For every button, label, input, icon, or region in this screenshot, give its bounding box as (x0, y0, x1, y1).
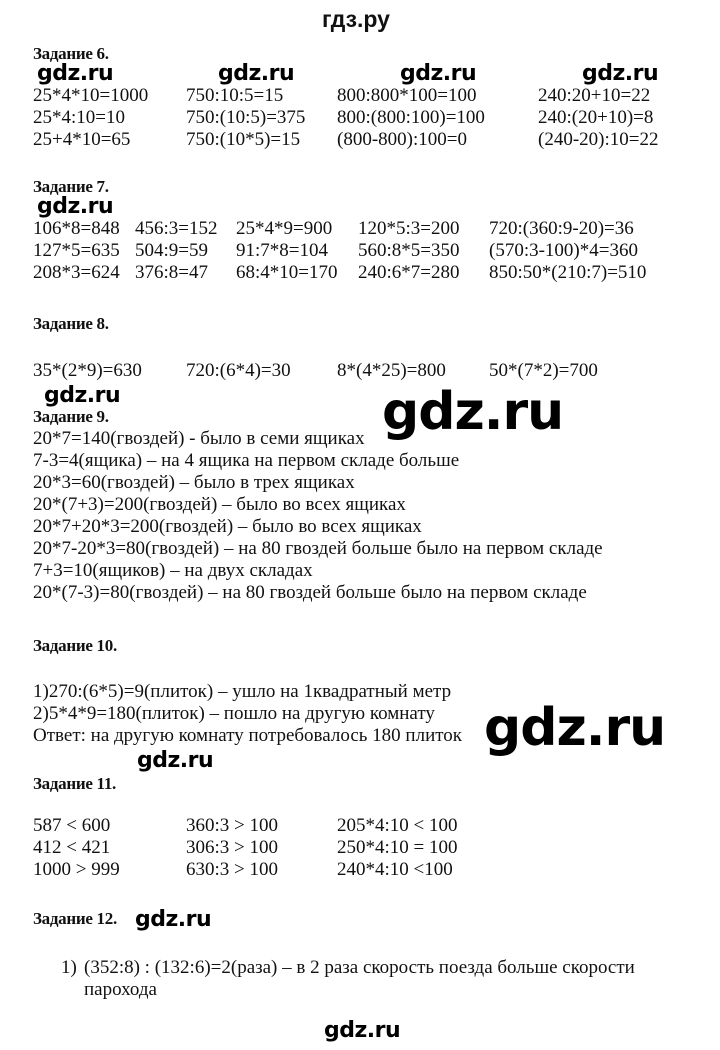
task-7-heading: Задание 7. (33, 177, 109, 196)
equation: 25+4*10=65 (33, 129, 131, 150)
solution-line: 7-3=4(ящика) – на 4 ящика на первом складе больше (33, 450, 460, 471)
footer-watermark: gdz.ru (324, 1018, 401, 1043)
solution-line: 20*(7+3)=200(гвоздей) – было во всех ящиках (33, 494, 406, 515)
watermark-large: gdz.ru (382, 382, 564, 442)
task-12-heading: Задание 12. (33, 909, 117, 928)
task-11-heading: Задание 11. (33, 774, 116, 793)
solution-line: 20*7+20*3=200(гвоздей) – было во всех ящиках (33, 516, 422, 537)
watermark: gdz.ru (44, 383, 121, 408)
equation: 240:20+10=22 (538, 85, 651, 106)
equation: 750:(10*5)=15 (186, 129, 301, 150)
equation: 25*4:10=10 (33, 107, 125, 128)
equation: 240:6*7=280 (358, 262, 460, 283)
comparison: 205*4:10 < 100 (337, 815, 458, 836)
task-8-heading: Задание 8. (33, 314, 109, 333)
equation: 376:8=47 (135, 262, 208, 283)
task-9-solution (33, 428, 603, 604)
comparison: 306:3 > 100 (186, 837, 278, 858)
equation: (240-20):10=22 (538, 129, 659, 150)
solution-line: 20*7=140(гвоздей) - было в семи ящиках (33, 428, 365, 449)
equation: 720:(360:9-20)=36 (489, 218, 634, 239)
task-6-column-2 (186, 85, 305, 151)
task-7-column-2 (135, 218, 218, 284)
task-10-solution (33, 681, 462, 747)
equation: 750:(10:5)=375 (186, 107, 306, 128)
equation: 750:10:5=15 (186, 85, 284, 106)
task-7-column-1 (33, 218, 120, 284)
task-7-column-3 (236, 218, 338, 284)
site-title[interactable]: гдз.ру (322, 6, 390, 32)
equation: 208*3=624 (33, 262, 120, 283)
watermark: gdz.ru (37, 61, 114, 86)
answer-line: Ответ: на другую комнату потребовалось 180 плиток (33, 725, 463, 746)
watermark: gdz.ru (400, 61, 477, 86)
task-9-heading: Задание 9. (33, 407, 109, 426)
equation: 120*5:3=200 (358, 218, 460, 239)
equation: (800-800):100=0 (337, 129, 467, 150)
comparison: 412 < 421 (33, 837, 111, 858)
watermark: gdz.ru (582, 61, 659, 86)
equation: 35*(2*9)=630 (33, 360, 142, 381)
watermark: gdz.ru (37, 194, 114, 219)
task-10-heading: Задание 10. (33, 636, 117, 655)
solution-line: 2)5*4*9=180(плиток) – пошло на другую комнату (33, 703, 435, 724)
solution-line: 20*3=60(гвоздей) – было в трех ящиках (33, 472, 355, 493)
solution-line: 20*(7-3)=80(гвоздей) – на 80 гвоздей больше было на первом складе (33, 582, 587, 603)
equation: 91:7*8=104 (236, 240, 328, 261)
equation: (570:3-100)*4=360 (489, 240, 638, 261)
equation: 8*(4*25)=800 (337, 360, 446, 381)
task-11-column-1 (33, 815, 120, 881)
solution-line: (352:8) : (132:6)=2(раза) – в 2 раза скорость поезда больше скорости (84, 957, 635, 978)
comparison: 630:3 > 100 (186, 859, 278, 880)
task-11-column-2 (186, 815, 278, 881)
equation: 720:(6*4)=30 (186, 360, 291, 381)
task-6-column-1 (33, 85, 148, 151)
equation: 68:4*10=170 (236, 262, 338, 283)
watermark-large: gdz.ru (484, 698, 666, 758)
equation: 800:800*100=100 (337, 85, 477, 106)
equation: 25*4*9=900 (236, 218, 333, 239)
task-6-column-3 (337, 85, 485, 151)
equation: 127*5=635 (33, 240, 120, 261)
comparison: 240*4:10 <100 (337, 859, 453, 880)
solution-line: 1)270:(6*5)=9(плиток) – ушло на 1квадратный метр (33, 681, 452, 702)
watermark: gdz.ru (218, 61, 295, 86)
solution-line: 7+3=10(ящиков) – на двух складах (33, 560, 313, 581)
comparison: 250*4:10 = 100 (337, 837, 458, 858)
equation: 25*4*10=1000 (33, 85, 149, 106)
comparison: 1000 > 999 (33, 859, 120, 880)
task-7-column-4 (358, 218, 460, 284)
equation: 50*(7*2)=700 (489, 360, 598, 381)
item-number: 1) (61, 957, 77, 978)
watermark: gdz.ru (137, 748, 214, 773)
equation: 560:8*5=350 (358, 240, 460, 261)
task-11-column-3 (337, 815, 458, 881)
equation: 106*8=848 (33, 218, 120, 239)
solution-line: парохода (84, 979, 157, 1000)
solution-line: 20*7-20*3=80(гвоздей) – на 80 гвоздей больше было на первом складе (33, 538, 603, 559)
comparison: 587 < 600 (33, 815, 111, 836)
equation: 800:(800:100)=100 (337, 107, 485, 128)
task-6-heading: Задание 6. (33, 44, 109, 63)
watermark: gdz.ru (135, 907, 212, 932)
equation: 240:(20+10)=8 (538, 107, 654, 128)
equation: 504:9=59 (135, 240, 208, 261)
task-6-column-4 (538, 85, 658, 151)
equation: 850:50*(210:7)=510 (489, 262, 647, 283)
comparison: 360:3 > 100 (186, 815, 278, 836)
task-7-column-5 (489, 218, 646, 284)
equation: 456:3=152 (135, 218, 218, 239)
